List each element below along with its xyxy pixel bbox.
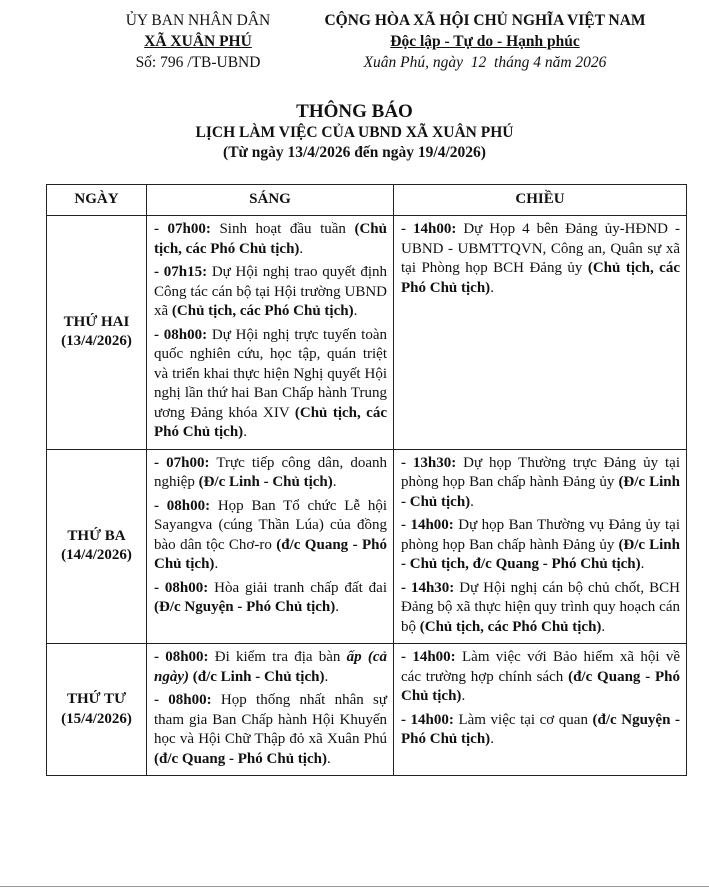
page-bottom-rule [0, 886, 709, 887]
entry-end: . [214, 556, 219, 572]
afternoon-cell [394, 449, 687, 644]
schedule-entry [401, 648, 680, 707]
entry-end: . [640, 556, 645, 572]
afternoon-cell [394, 216, 687, 450]
day-name: THỨ BA [67, 527, 126, 544]
entry-text: Họp thống nhất nhân sự tham gia Ban Chấp hành Hội Khuyến học và Hội Chữ Thập đỏ xã Xuân Phú [154, 692, 387, 747]
entry-attendees: (đ/c Nguyện - Phó Chủ tịch) [401, 711, 680, 747]
entry-attendees: (Chủ tịch, các Phó Chủ tịch) [154, 404, 387, 440]
entry-text: Sinh hoạt đầu tuần [210, 221, 355, 237]
entry-attendees: (Chủ tịch, các Phó Chủ tịch) [419, 618, 602, 635]
schedule-entry [154, 648, 387, 687]
entry-end: . [461, 688, 466, 704]
entry-attendees: (đ/c Linh - Chủ tịch) [189, 668, 325, 685]
document-subtitle: LỊCH LÀM VIỆC CỦA UBND XÃ XUÂN PHÚ [195, 124, 514, 141]
schedule-entry [401, 579, 680, 638]
place-and-date: Xuân Phú, ngày 12 tháng 4 năm 2026 [363, 54, 607, 71]
national-motto-block [280, 10, 690, 73]
entry-end: . [243, 424, 247, 440]
entry-attendees: (đ/c Quang - Phó Chủ tịch) [154, 750, 327, 767]
entry-end: . [353, 303, 358, 319]
nation-name: CỘNG HÒA XÃ HỘI CHỦ NGHĨA VIỆT NAM [324, 12, 646, 29]
authority-line-1: ỦY BAN NHÂN DÂN [125, 12, 271, 29]
day-cell [47, 449, 147, 644]
column-header-day: NGÀY [47, 185, 147, 216]
entry-time: - 08h00: [154, 579, 209, 596]
entry-text: Làm việc tại cơ quan [453, 711, 593, 728]
column-header-morning: SÁNG [147, 185, 394, 216]
entry-time: - 07h15: [154, 264, 208, 280]
entry-text: Dự Hội nghị trao quyết định Công tác cán bộ tại Hội trường UBND xã [154, 264, 387, 319]
entry-time: - 07h00: [154, 454, 210, 471]
entry-attendees: (đ/c Quang - Phó Chủ tịch) [401, 668, 680, 704]
entry-end: . [601, 618, 606, 635]
entry-text: Trực tiếp công dân, doanh nghiệp [154, 454, 387, 490]
entry-text: Hòa giải tranh chấp đất đai [208, 579, 387, 596]
entry-time: - 07h00: [154, 221, 211, 237]
day-cell [47, 216, 147, 450]
entry-time: - 14h00: [401, 517, 454, 533]
entry-time: - 14h00: [401, 711, 454, 728]
entry-time: - 14h30: [401, 579, 455, 596]
morning-cell [147, 216, 394, 450]
entry-end: . [490, 279, 494, 296]
day-cell [47, 644, 147, 776]
day-name: THỨ TƯ [66, 691, 127, 707]
entry-time: - 08h00: [154, 692, 212, 708]
schedule-entry [401, 220, 680, 298]
authority-line-2: XÃ XUÂN PHÚ [144, 33, 252, 50]
entry-note: ấp (cả ngày) [154, 649, 387, 685]
document-title-block [0, 101, 709, 163]
day-name: THỨ HAI [63, 313, 130, 330]
entry-end: . [299, 240, 304, 257]
entry-text: Làm việc với Bảo hiểm xã hội về các trường hợp chính sách [401, 649, 680, 685]
morning-cell [147, 644, 394, 776]
afternoon-cell [394, 644, 687, 776]
schedule-entry [401, 516, 680, 575]
document-number: Số: 796 /TB-UBND [135, 54, 261, 71]
entry-time: - 13h30: [401, 454, 457, 471]
day-date: (14/4/2026) [61, 547, 132, 564]
morning-cell [147, 449, 394, 644]
national-motto: Độc lập - Tự do - Hạnh phúc [390, 33, 580, 50]
entry-attendees: (Đ/c Linh - Chủ tịch) [198, 474, 333, 490]
entry-time: - 08h00: [154, 326, 208, 343]
entry-end: . [324, 668, 329, 685]
entry-attendees: (Đ/c Linh - Chủ tịch, đ/c Quang - Phó Chủ tịch) [401, 536, 680, 572]
schedule-entry [154, 326, 387, 443]
schedule-entry [154, 579, 387, 618]
day-date: (13/4/2026) [61, 333, 132, 350]
schedule-entry [154, 691, 387, 769]
schedule-entry [401, 454, 680, 513]
entry-attendees: (Đ/c Linh - Chủ tịch) [401, 474, 680, 510]
entry-attendees: (Chủ tịch, các Phó Chủ tịch) [171, 303, 354, 319]
entry-time: - 08h00: [154, 649, 209, 665]
table-row [47, 449, 687, 644]
entry-end: . [470, 493, 474, 510]
entry-time: - 08h00: [154, 497, 211, 514]
table-row [47, 216, 687, 450]
entry-attendees: (đ/c Quang - Phó Chủ tịch) [154, 536, 387, 572]
entry-end: . [332, 474, 337, 490]
entry-attendees: (Chủ tịch, các Phó Chủ tịch) [154, 221, 387, 257]
entry-text: Họp Ban Tổ chức Lễ hội Sayangva (cúng Thần Lúa) của đồng bào dân tộc Chơ-ro [154, 497, 387, 553]
entry-end: . [490, 731, 494, 747]
table-row [47, 644, 687, 776]
document-title: THÔNG BÁO [296, 101, 413, 122]
entry-text: Dự họp Ban Thường vụ Đảng ủy tại phòng họp Ban chấp hành Đảng ủy [401, 517, 680, 553]
date-range: (Từ ngày 13/4/2026 đến ngày 19/4/2026) [223, 144, 486, 161]
schedule-entry [154, 263, 387, 322]
entry-end: . [326, 750, 331, 767]
schedule-entry [401, 711, 680, 750]
entry-attendees: (Đ/c Nguyện - Phó Chủ tịch) [154, 599, 336, 615]
table-header-row [47, 185, 687, 216]
entry-text: Dự Họp 4 bên Đảng ủy-HĐND - UBND - UBMTTQVN, Công an, Quân sự xã tại Phòng họp BCH Đảng ủy [401, 221, 680, 276]
entry-end: . [335, 599, 340, 615]
column-header-afternoon: CHIỀU [394, 185, 687, 216]
entry-text: Dự Hội nghị cán bộ chủ chốt, BCH Đảng bộ xã thực hiện quy trình quy hoạch cán bộ [401, 579, 680, 635]
entry-text: Dự họp Thường trực Đảng ủy tại phòng họp Ban chấp hành Đảng ủy [401, 454, 680, 490]
entry-time: - 14h00: [401, 221, 457, 237]
schedule-entry [154, 454, 387, 493]
entry-text: Dự Hội nghị trực tuyến toàn quốc nghiên cứu, học tập, quán triệt và triển khai thực hiện Nghị quyết Hội nghị lần thứ hai Ban Chấp hành Trung ương Đảng khóa XIV [154, 326, 387, 421]
schedule-entry [154, 220, 387, 259]
schedule-entry [154, 497, 387, 575]
day-date: (15/4/2026) [61, 710, 132, 727]
entry-time: - 14h00: [401, 649, 456, 665]
entry-text: Đi kiểm tra địa bàn [208, 649, 347, 665]
entry-attendees: (Chủ tịch, các Phó Chủ tịch) [401, 260, 680, 296]
schedule-table [46, 184, 687, 776]
